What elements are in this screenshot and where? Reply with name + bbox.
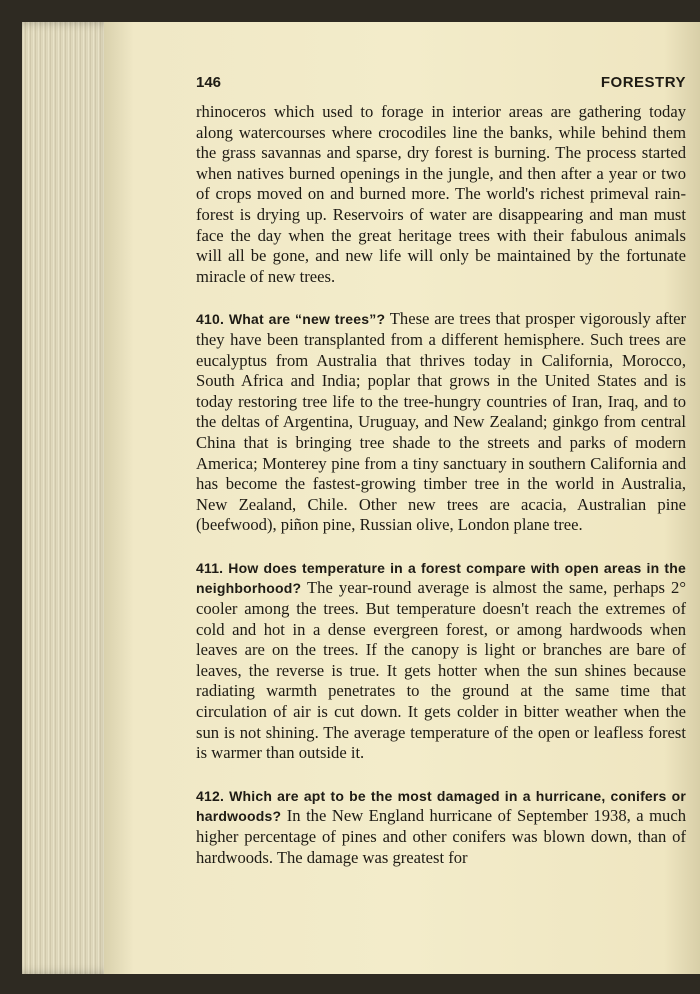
question-412: 412. Which are apt to be the most damaged in a hurricane, conifers or hardwoods? <box>196 787 686 825</box>
running-head: FORESTRY <box>600 74 686 91</box>
page-number: 146 <box>196 74 222 91</box>
question-411: 411. How does temperature in a forest compare with open areas in the neighborhood? <box>196 559 686 597</box>
answer-410: These are trees that prosper vigorously after they have been transplanted from a different hemisphere. Such trees are eucalyptus from Australia that thrives today in California, Morocco, South Africa and India; poplar that grows in the United States and is today restoring tree life to the tree-hungry countries of Iran, Iraq, and to the deltas of Argentina, Uruguay, and New Zealand; ginkgo from central China that is bringing tree shade to the streets and parks of modern America; Monterey pine from a tiny sanctuary in southern California and has become the fastest-growing timber tree in the world in Australia, New Zealand, Chile. Other new trees are acacia, Australian pine (beefwood), piñon pine, Russian olive, London plane tree. <box>196 309 686 535</box>
question-410: 410. What are “new trees”? <box>196 311 386 328</box>
book-page <box>104 22 700 974</box>
section-411 <box>196 558 686 764</box>
section-410 <box>196 309 686 536</box>
page-edges <box>22 22 114 974</box>
page-header <box>196 74 686 96</box>
body-text <box>196 102 686 868</box>
answer-412: In the New England hurricane of September 1938, a much higher percentage of pines and other conifers was blown down, than of hardwoods. The damage was greatest for <box>196 806 687 867</box>
intro-paragraph: rhinoceros which used to forage in interior areas are gathering today along watercourses where crocodiles line the banks, while behind them the grass savannas and sparse, dry forest is burning. The process started when natives burned openings in the jungle, and then after a year or two of crops moved on and burned more. The world's richest primeval rain-forest is drying up. Reservoirs of water are disappearing and man must face the day when the great heritage trees with their fabulous animals will all be gone, and new life will only be maintained by the fortunate miracle of new trees. <box>196 102 686 286</box>
answer-411: The year-round average is almost the same, perhaps 2° cooler among the trees. But temperature doesn't reach the extremes of cold and hot in a dense evergreen forest, or among hardwoods when leaves are on the trees. If the canopy is light or branches are bare of leaves, the reverse is true. It gets hotter when the sun shines because radiating warmth penetrates to the ground at the same time that circulation of air is cut down. It gets colder in bitter weather when the sun is not shining. The average temperature of the open or leafless forest is warmer than outside it. <box>196 578 686 763</box>
section-412 <box>196 786 686 868</box>
